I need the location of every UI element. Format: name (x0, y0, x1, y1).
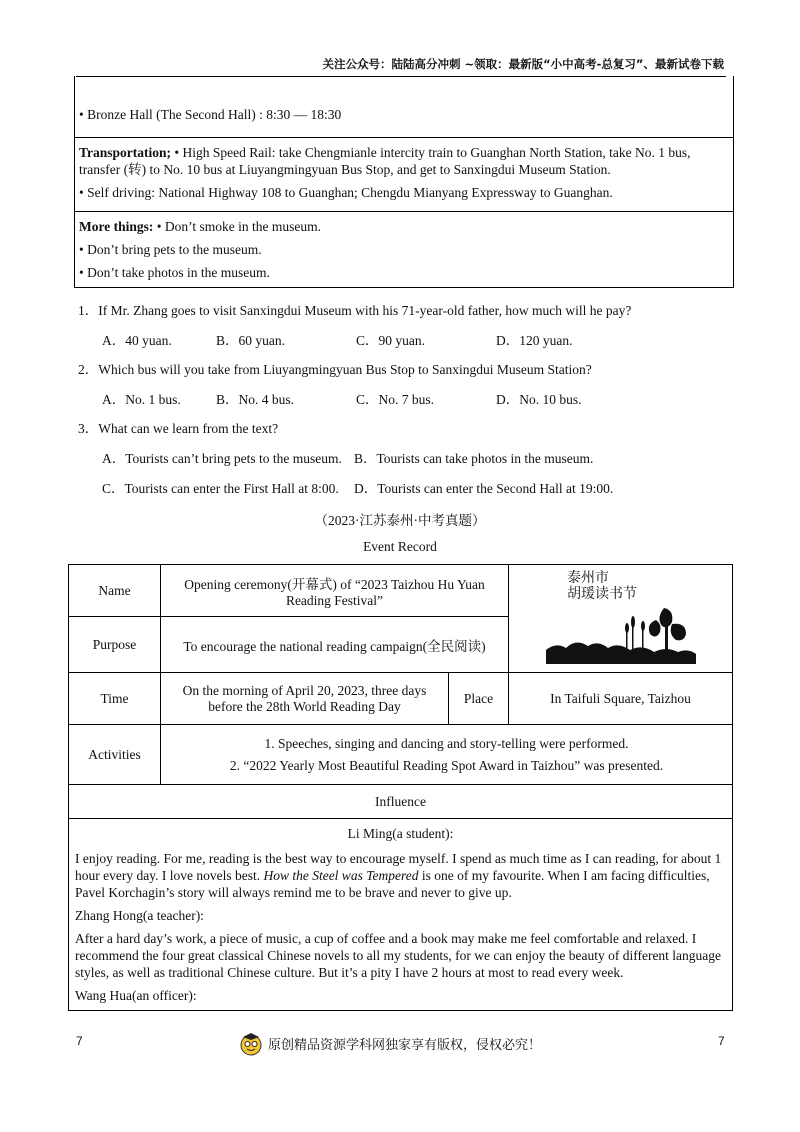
page-number-right: 7 (718, 1034, 725, 1048)
transport-drive: • Self driving: National Highway 108 to Guanghan; Chengdu Mianyang Expressway to Guanghan. (79, 185, 613, 200)
quote-1-text: I enjoy reading. For me, reading is the best way to encourage myself. I spend as much time as I can reading, for about 1 hour every day. I love novels best. How the Steel was Tempered is one of my favourite. When I am facing difficulties, Pavel Korchagin’s story will always remind me to be brave and never to give up. (75, 851, 722, 900)
festival-logo (509, 565, 733, 673)
record-title: Event Record (363, 539, 437, 554)
influence-content (69, 819, 733, 1011)
question-3: 3．What can we learn from the text? (78, 421, 279, 436)
source-note: （2023·江苏泰州·中考真题） (314, 513, 486, 528)
logo-text-1: 泰州市 (567, 569, 609, 586)
name-value: Opening ceremony(开幕式) of “2023 Taizhou Hu Yuan Reading Festival” (161, 565, 509, 617)
quote-3-name: Wang Hua(an officer): (75, 988, 197, 1003)
event-record-table (68, 564, 733, 1011)
quote-2-text: After a hard day’s work, a piece of music, a cup of coffee and a book may make me feel comfortable and relaxed. I recommend the four great classical Chinese novels to all my students, for we can enjoy the beauty of different language styles, as well as traditional Chinese culture. But it’s a pity I have 2 hours at most to read every week. (75, 931, 722, 980)
q3-option-b[interactable]: B．Tourists can take photos in the museum. (354, 451, 594, 466)
page-number-left: 7 (76, 1034, 83, 1048)
time-value: On the morning of April 20, 2023, three days before the 28th World Reading Day (161, 673, 449, 725)
transport-rail: Transportation; • High Speed Rail: take Chengmianle intercity train to Guanghan North Station, take No. 1 bus, transfer (转) to No. 10 bus at Liuyangmingyuan Bus Stop, and get to Sanxingdui Museum Station. (79, 145, 691, 177)
q3-option-c[interactable]: C．Tourists can enter the First Hall at 8:00. (102, 481, 339, 496)
activities-value (161, 725, 733, 785)
museum-info-box (74, 76, 734, 288)
copyright-text: 原创精品资源学科网独家享有版权，侵权必究！ (268, 1037, 542, 1053)
place-value: In Taifuli Square, Taizhou (509, 673, 733, 725)
logo-text-2: 胡瑗读书节 (567, 585, 637, 602)
footer (238, 1030, 541, 1056)
purpose-label: Purpose (69, 617, 161, 673)
more-label: More things: (79, 219, 154, 234)
q1-option-a[interactable]: A．40 yuan. (102, 333, 172, 348)
hours-line: • Bronze Hall (The Second Hall) : 8:30 — 18:30 (79, 107, 342, 122)
name-label: Name (69, 565, 161, 617)
activity-1: 1. Speeches, singing and dancing and story-telling were performed. (264, 735, 629, 751)
q1-option-c[interactable]: C．90 yuan. (356, 333, 425, 348)
more-3: • Don’t take photos in the museum. (79, 265, 270, 280)
quote-1-name: Li Ming(a student): (347, 826, 454, 841)
q3-option-a[interactable]: A．Tourists can’t bring pets to the museum. (102, 451, 342, 466)
q2-option-a[interactable]: A．No. 1 bus. (102, 392, 181, 407)
q2-option-b[interactable]: B．No. 4 bus. (216, 392, 295, 407)
book-title: How the Steel was Tempered (263, 868, 419, 883)
mascot-icon (238, 1030, 264, 1056)
more-1: More things: • Don’t smoke in the museum. (79, 219, 321, 234)
transport-section (75, 137, 733, 211)
more-2: • Don’t bring pets to the museum. (79, 242, 262, 257)
q1-option-b[interactable]: B．60 yuan. (216, 333, 285, 348)
transport-label: Transportation; (79, 145, 172, 160)
time-label: Time (69, 673, 161, 725)
q3-option-d[interactable]: D．Tourists can enter the Second Hall at 19:00. (354, 481, 614, 496)
activities-label: Activities (69, 725, 161, 785)
activity-2: 2. “2022 Yearly Most Beautiful Reading Spot Award in Taizhou” was presented. (229, 757, 664, 773)
question-1: 1．If Mr. Zhang goes to visit Sanxingdui Museum with his 71-year-old father, how much will he pay? (78, 303, 632, 318)
q2-option-d[interactable]: D．No. 10 bus. (496, 392, 582, 407)
purpose-value: To encourage the national reading campaign(全民阅读) (161, 617, 509, 673)
place-label: Place (449, 673, 509, 725)
q2-option-c[interactable]: C．No. 7 bus. (356, 392, 435, 407)
lotus-silhouette-icon (546, 602, 696, 664)
hours-section (75, 76, 733, 137)
header-note: 关注公众号：陆陆高分冲刺 ~领取：最新版“小中高考-总复习”、最新试卷下载 (322, 57, 724, 71)
q1-option-d[interactable]: D．120 yuan. (496, 333, 573, 348)
influence-label: Influence (69, 785, 733, 819)
question-2: 2．Which bus will you take from Liuyangmingyuan Bus Stop to Sanxingdui Museum Station? (78, 362, 592, 377)
quote-2-name: Zhang Hong(a teacher): (75, 908, 204, 923)
more-section (75, 211, 733, 287)
